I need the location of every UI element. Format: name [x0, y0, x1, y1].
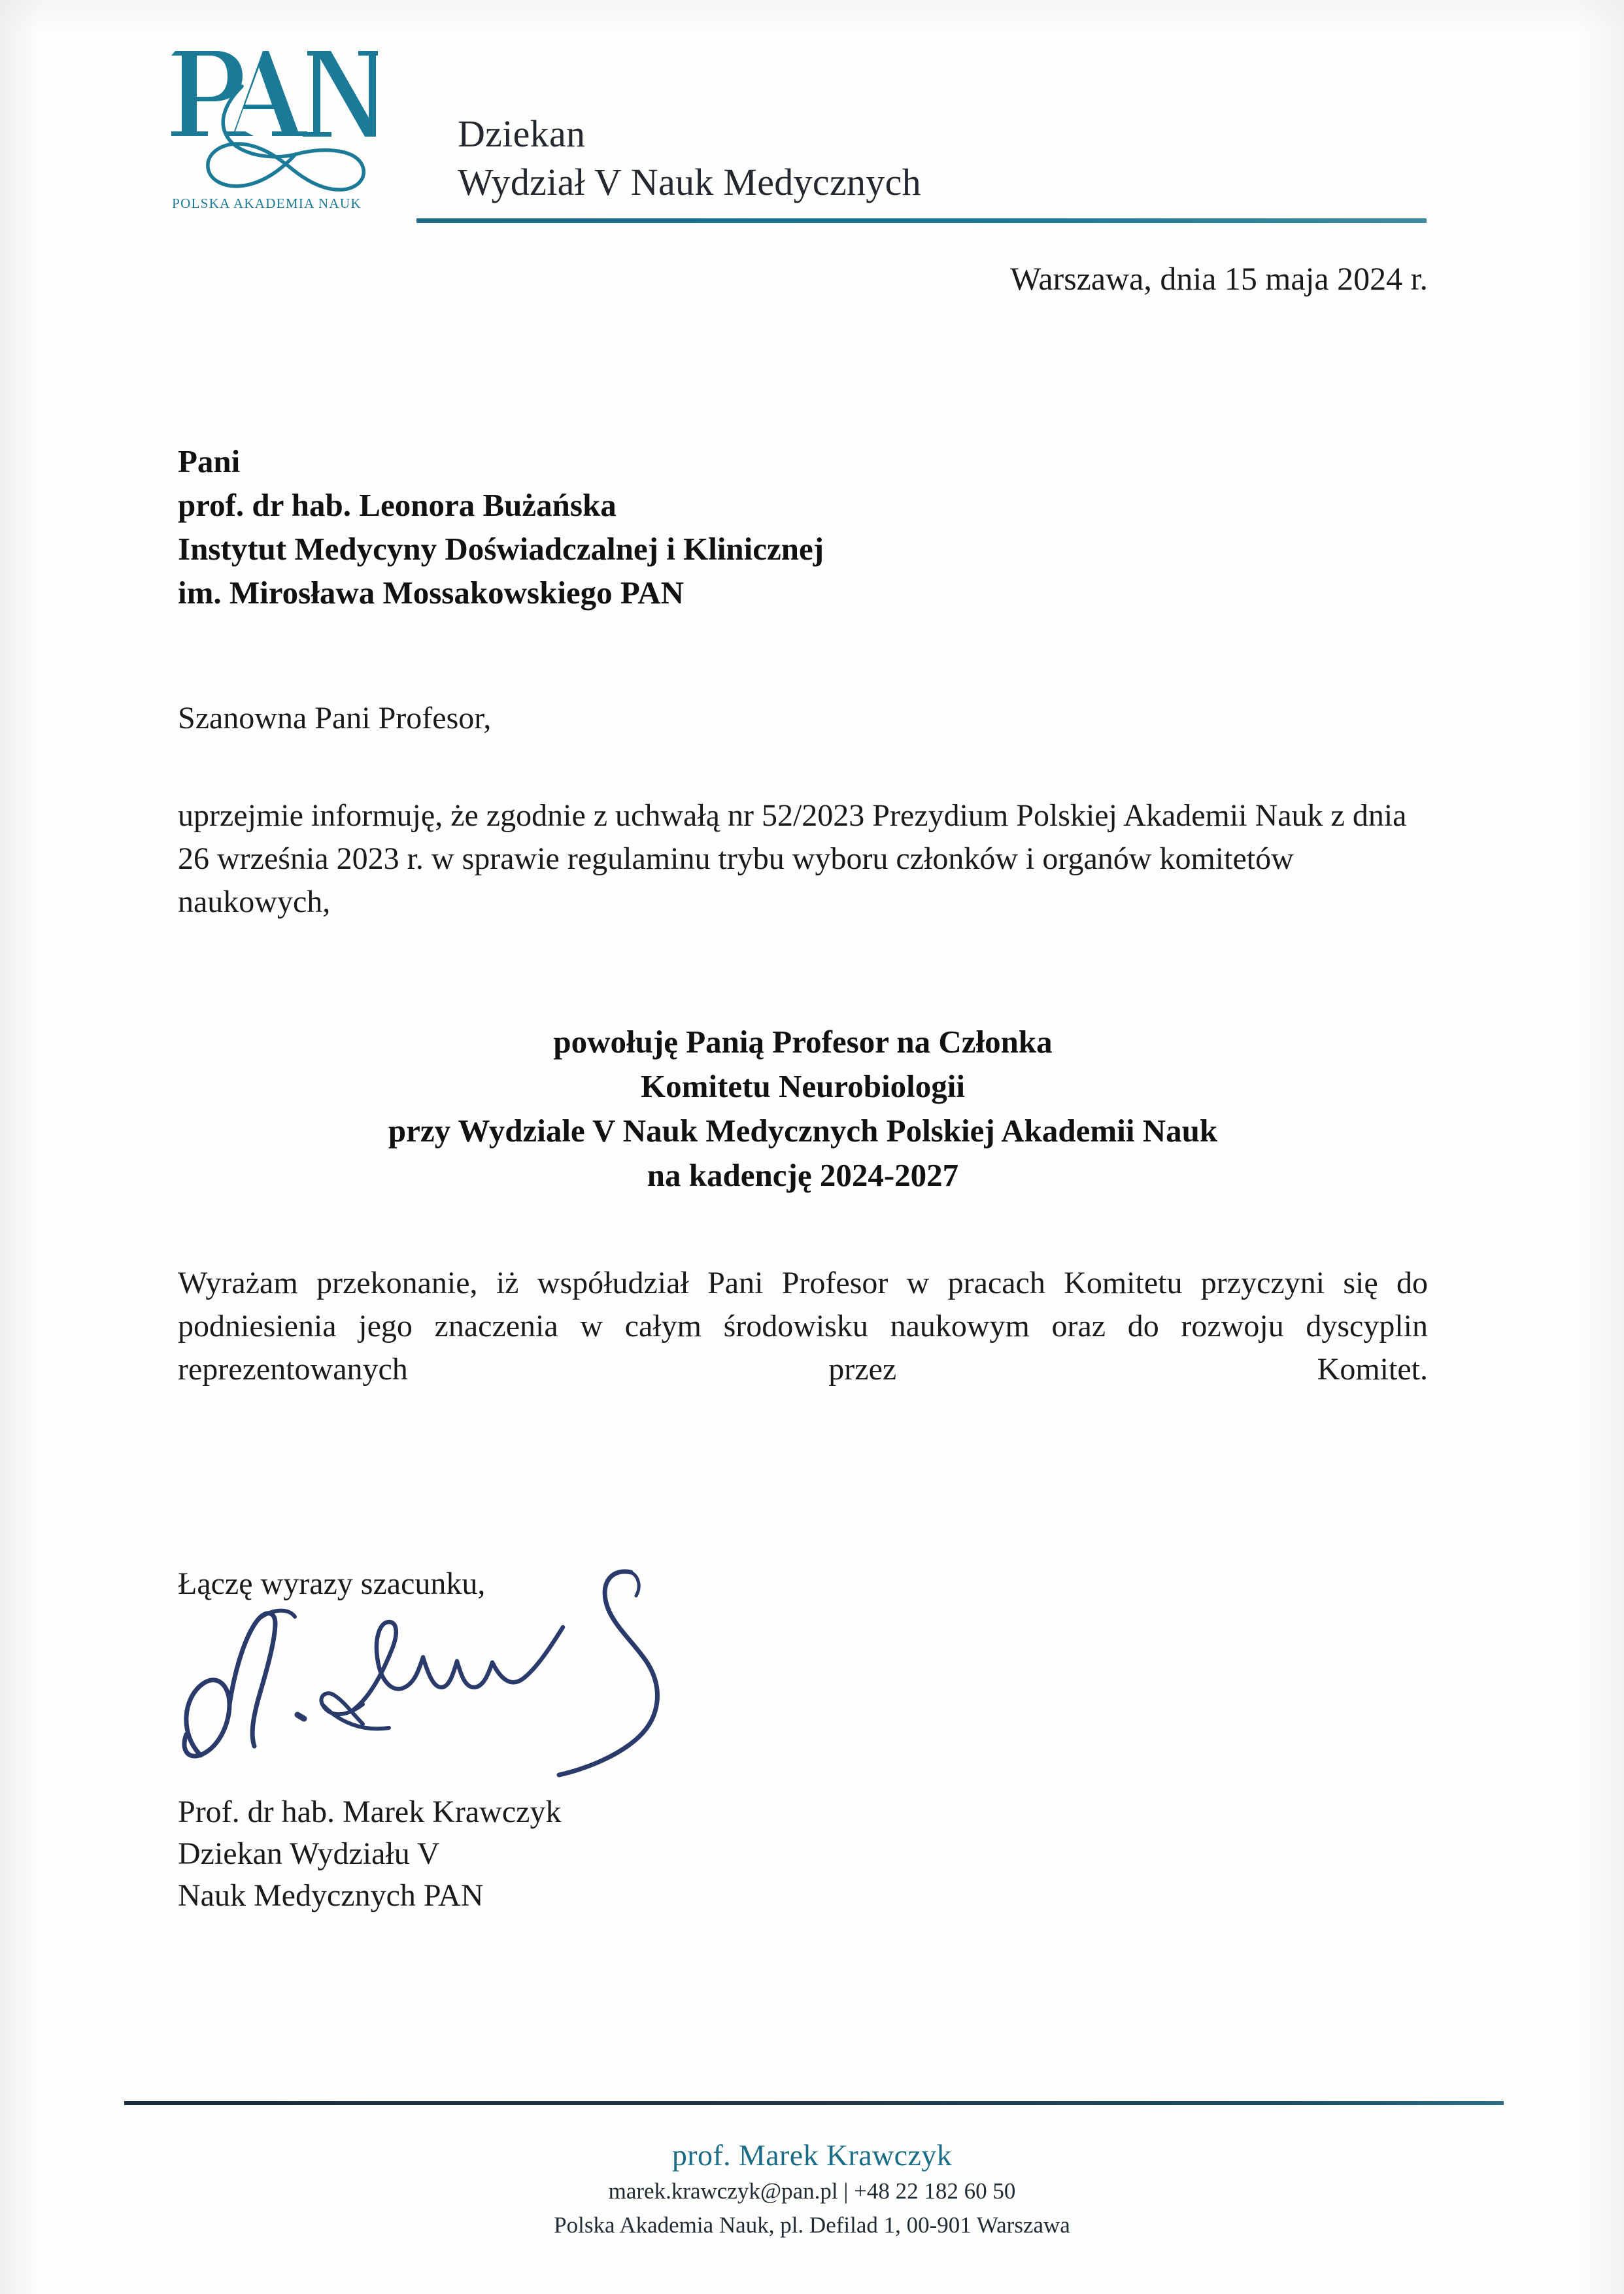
header-divider: [416, 218, 1427, 223]
signatory-department: Nauk Medycznych PAN: [178, 1878, 484, 1913]
date-line: Warszawa, dnia 15 maja 2024 r.: [1010, 260, 1428, 297]
footer-address: Polska Akademia Nauk, pl. Defilad 1, 00-901 Warszawa: [554, 2212, 1070, 2238]
signatory-name: Prof. dr hab. Marek Krawczyk: [178, 1795, 562, 1829]
footer-block: [0, 2136, 1624, 2242]
appointment-line-2: Komitetu Neurobiologii: [641, 1068, 965, 1104]
appointment-line-4: na kadencję 2024-2027: [647, 1157, 959, 1193]
pan-logo: [156, 39, 378, 216]
paragraph-intro: uprzejmie informuję, że zgodnie z uchwałą nr 52/2023 Prezydium Polskiej Akademii Nauk z dnia 26 września 2023 r. w sprawie regulaminu trybu wyboru członków i organów komitetów naukowych,: [178, 798, 1407, 919]
appointment-line-1: powołuję Panią Profesor na Członka: [553, 1024, 1053, 1060]
letterhead-title: [458, 110, 1438, 207]
addressee-institute-patron: im. Mirosława Mossakowskiego PAN: [178, 575, 684, 611]
letterhead-role: Dziekan: [458, 112, 586, 155]
appointment-line-3: przy Wydziale V Nauk Medycznych Polskiej Akademii Nauk: [388, 1113, 1218, 1149]
signature-name-block: [178, 1791, 561, 1917]
paragraph-closing: Wyrażam przekonanie, iż współudział Pani Profesor w pracach Komitetu przyczyni się do podniesienia jego znaczenia w całym środowisku naukowym oraz do rozwoju dyscyplin reprezentowanych przez Komitet.: [178, 1266, 1428, 1387]
salutation: Szanowna Pani Profesor,: [178, 701, 492, 735]
addressee-salutation-title: Pani: [178, 443, 241, 479]
pan-logo-subtitle: POLSKA AKADEMIA NAUK: [172, 195, 362, 211]
signatory-role: Dziekan Wydziału V: [178, 1836, 440, 1871]
footer-divider: [124, 2101, 1504, 2105]
letterhead-department: Wydział V Nauk Medycznych: [458, 161, 921, 203]
pan-logo-icon: [156, 39, 378, 216]
addressee-block: [178, 439, 1224, 615]
addressee-institute: Instytut Medycyny Doświadczalnej i Klinicznej: [178, 531, 824, 567]
addressee-name: prof. dr hab. Leonora Bużańska: [178, 487, 617, 523]
footer-name: prof. Marek Krawczyk: [671, 2138, 953, 2172]
footer-contact: marek.krawczyk@pan.pl | +48 22 182 60 50: [608, 2178, 1016, 2204]
appointment-block: [178, 1020, 1428, 1198]
signoff-line: Łączę wyrazy szacunku,: [178, 1566, 486, 1601]
